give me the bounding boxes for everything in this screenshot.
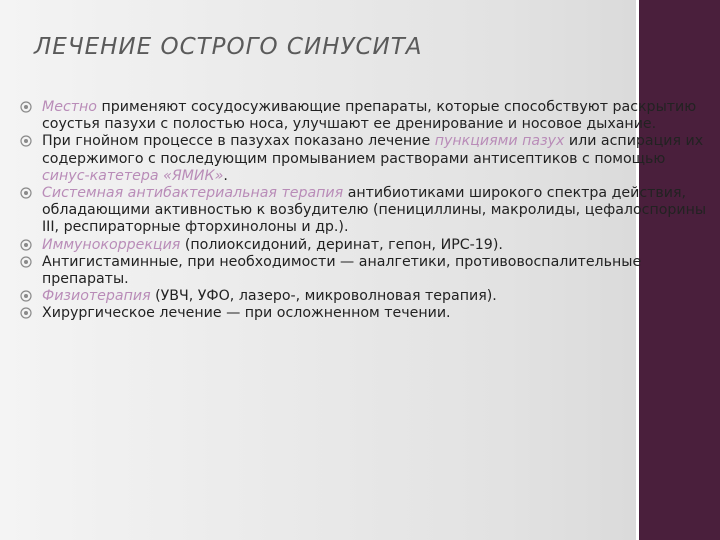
- item-text: При гнойном процессе в пазухах показано лечение: [42, 133, 435, 150]
- item-text: Хирургическое лечение — при осложненном течении.: [42, 305, 451, 322]
- target-bullet-icon: [20, 101, 32, 113]
- highlight-term: Местно: [42, 99, 97, 115]
- list-item-surgical-treatment: [20, 305, 710, 322]
- list-item-antihistamines: [20, 254, 710, 288]
- target-bullet-icon: [20, 239, 32, 251]
- item-text: (полиоксидоний, деринат, гепон, ИРС-19).: [180, 236, 503, 253]
- highlight-term: пункциями пазух: [434, 133, 565, 150]
- item-text: применяют сосудосуживающие препараты, которые способствуют раскрытию соустья пазухи с полостью носа, улучшают ее дренирование и носовое дыхание.: [42, 99, 697, 133]
- target-bullet-icon: [20, 187, 32, 199]
- item-text: Антигистаминные, при необходимости — аналгетики, противовоспалительные препараты.: [42, 253, 642, 288]
- slide-title: ЛЕЧЕНИЕ ОСТРОГО СИНУСИТА: [34, 34, 423, 60]
- item-text: или аспирация их содержимого с последующим промыванием растворами антисептиков с помощью: [42, 133, 704, 167]
- target-bullet-icon: [20, 307, 32, 319]
- bullet-list: [20, 99, 710, 323]
- item-text: антибиотиками широкого спектра действия, обладающими активностью к возбудителю (пенициллины, макролиды, цефалоспорины III, респираторные фторхинолоны и др.).: [42, 185, 707, 236]
- list-item-antibacterial-therapy: [20, 185, 710, 237]
- highlight-term: Физиотерапия: [42, 288, 151, 305]
- item-text: .: [223, 167, 228, 184]
- target-bullet-icon: [20, 135, 32, 147]
- item-text: (УВЧ, УФО, лазеро-, микроволновая терапия).: [150, 288, 497, 305]
- list-item-immunocorrection: [20, 237, 710, 254]
- list-item-local-treatment: [20, 99, 710, 133]
- list-item-purulent-process: [20, 133, 710, 185]
- target-bullet-icon: [20, 256, 32, 268]
- highlight-term: Системная антибактериальная терапия: [42, 185, 344, 202]
- highlight-term: синус-катетера «ЯМИК»: [42, 167, 224, 184]
- list-item-physiotherapy: [20, 288, 710, 305]
- target-bullet-icon: [20, 290, 32, 302]
- highlight-term: Иммунокоррекция: [42, 236, 181, 253]
